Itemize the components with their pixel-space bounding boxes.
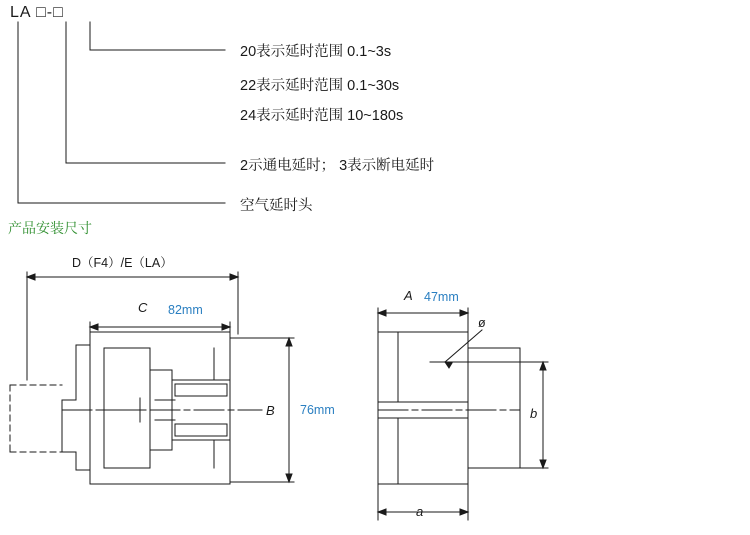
front-left-flange [62,345,90,470]
side-dim-b-arrow-bottom [540,460,546,468]
side-dim-a2-arrow-right [460,509,468,515]
side-b-label: b [530,406,538,421]
product-code-title: LA □-□ [10,4,64,21]
side-right-plate [468,348,520,468]
front-terminal-bottom [175,424,227,436]
side-diameter-label: ø [478,316,486,330]
front-dim-top-arrow-left [27,274,35,280]
front-body-outline [90,332,230,484]
side-dia-arrow [445,362,452,368]
front-inner-bottom-step [104,440,230,468]
front-b-label: B [266,403,275,418]
front-dim-c-arrow-right [222,324,230,330]
front-terminal-top [175,384,227,396]
legend-head-line: 空气延时头 [240,198,313,214]
side-dim-a-arrow-right [460,310,468,316]
leader-head [18,22,225,203]
front-dim-b-arrow-top [286,338,292,346]
front-dim-c-arrow-left [90,324,98,330]
side-a-label: A [404,288,413,303]
side-dia-leader [445,330,482,362]
front-c-value: 82mm [168,303,203,317]
front-b-value: 76mm [300,403,335,417]
legend-mode-line: 2示通电延时； 3表示断电延时 [240,158,435,174]
front-inner-top-step [104,348,230,380]
legend-range-line-1: 20表示延时范围 0.1~3s [240,44,392,60]
front-top-label: D（F4）/E（LA） [72,256,173,270]
side-a-bottom-label: a [416,504,424,519]
front-dim-b-arrow-bottom [286,474,292,482]
side-dim-a2-arrow-left [378,509,386,515]
section-title: 产品安装尺寸 [8,220,92,236]
side-a-value: 47mm [424,290,459,304]
side-dim-b-arrow-top [540,362,546,370]
front-dim-top-arrow-right [230,274,238,280]
side-dim-a-arrow-left [378,310,386,316]
legend-range-line-2: 22表示延时范围 0.1~30s [240,78,400,94]
legend-range-line-3: 24表示延时范围 10~180s [240,108,404,124]
front-c-label: C [138,300,148,315]
side-body-outline [378,332,468,484]
leader-range [90,22,225,50]
